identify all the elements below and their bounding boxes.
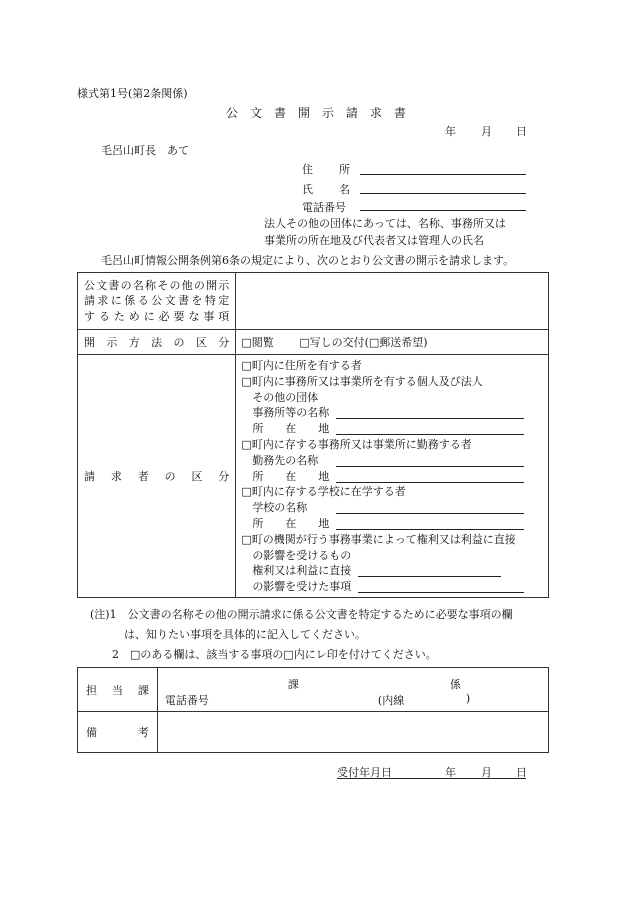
label-char: 分 xyxy=(218,470,230,483)
remarks-label-cell xyxy=(78,712,158,753)
label-char: 当 xyxy=(111,683,123,697)
extension-close: ) xyxy=(465,692,471,705)
office-cell[interactable] xyxy=(157,668,548,712)
school-address-label: 所 在 地 xyxy=(252,516,330,530)
school-name-label: 学校の名称 xyxy=(252,501,308,515)
office-address-label: 所 在 地 xyxy=(252,422,330,436)
document-spec-label: するために必要な事項 xyxy=(84,309,230,323)
affected-matter-row2 xyxy=(241,579,548,595)
label-char: 課 xyxy=(137,683,149,697)
disclosure-method-label xyxy=(78,334,235,350)
label-char: の xyxy=(173,336,185,349)
workplace-address-label: 所 在 地 xyxy=(252,469,330,483)
office-label xyxy=(78,682,157,698)
intro-text: 毛呂山町情報公開条例第6条の規定により、次のとおり公文書の開示を請求します。 xyxy=(101,254,515,267)
office-label-cell xyxy=(78,668,158,712)
employee-checkbox[interactable]: □町内に存する事務所又は事業所に勤務する者 xyxy=(241,437,472,451)
document-spec-label: 公文書の名称その他の開示 xyxy=(84,278,230,292)
label-char: 方 xyxy=(128,336,140,349)
title-char: 開 xyxy=(297,106,310,120)
note-2: 2 □のある欄は、該当する事項の□内にレ印を付けてください。 xyxy=(112,648,437,661)
affected-matter-row1 xyxy=(241,563,548,579)
school-address-row xyxy=(241,516,548,532)
addressee: 毛呂山町長 あて xyxy=(101,144,189,157)
requester-type-label xyxy=(78,468,235,484)
corporate-note-line1: 法人その他の団体にあっては、名称、事務所又は xyxy=(264,217,506,230)
title-char: 示 xyxy=(321,106,334,120)
office-name-field[interactable] xyxy=(336,418,524,419)
label-char: 開 xyxy=(84,336,95,349)
kakari-label: 係 xyxy=(449,678,461,691)
affected-matter-label: の影響を受けた事項 xyxy=(252,580,352,594)
title-char: 請 xyxy=(345,106,358,120)
workplace-name-field[interactable] xyxy=(336,466,524,467)
document-spec-label: 請求に係る公文書を特定 xyxy=(84,294,230,308)
title-char: 書 xyxy=(273,106,286,120)
resident-checkbox[interactable]: □町内に住所を有する者 xyxy=(241,359,362,372)
date-year: 年 xyxy=(445,125,456,138)
requester-type-options xyxy=(236,355,549,598)
workplace-address-field[interactable] xyxy=(336,482,524,483)
school-name-row xyxy=(241,500,548,516)
affected-matter-field1[interactable] xyxy=(358,576,501,577)
corporate-note-line2: 事業所の所在地及び代表者又は管理人の氏名 xyxy=(264,234,484,247)
title-char: 書 xyxy=(393,106,406,120)
label-char: の xyxy=(164,470,176,483)
ka-label: 課 xyxy=(287,678,299,691)
request-table xyxy=(77,272,549,598)
label-char: 求 xyxy=(110,470,122,483)
label-char: 示 xyxy=(106,336,118,349)
label-char: 考 xyxy=(137,726,149,739)
workplace-address-row xyxy=(241,469,548,485)
address-field[interactable] xyxy=(360,174,526,175)
workplace-name-label: 勤務先の名称 xyxy=(252,453,319,467)
name-label xyxy=(302,181,350,197)
received-label: 受付年月日 xyxy=(337,766,392,779)
received-day: 日 xyxy=(516,766,527,779)
document-spec-label-cell xyxy=(78,273,236,330)
label-char: 法 xyxy=(151,336,163,349)
title-char: 公 xyxy=(226,106,239,120)
copy-checkbox[interactable]: □写しの交付(□郵送希望) xyxy=(299,336,428,349)
label-char: 氏 xyxy=(302,183,313,196)
business-checkbox[interactable]: □町内に事務所又は事業所を有する個人及び法人 xyxy=(241,374,483,388)
school-address-field[interactable] xyxy=(336,529,524,530)
office-name-row xyxy=(241,405,548,421)
label-char: 分 xyxy=(218,336,230,349)
title-char: 求 xyxy=(369,106,382,120)
phone-label: 電話番号 xyxy=(302,201,346,214)
page-title xyxy=(226,104,406,121)
date-day: 日 xyxy=(516,125,527,138)
remarks-label xyxy=(78,724,157,740)
received-date-field[interactable] xyxy=(337,778,526,779)
form-number: 様式第1号(第2条関係) xyxy=(77,87,188,100)
view-checkbox[interactable]: □閲覧 xyxy=(241,336,274,349)
address-label xyxy=(302,161,350,177)
title-char: 文 xyxy=(249,106,262,120)
label-char: 住 xyxy=(302,163,313,176)
affected-party-text: の影響を受けるもの xyxy=(252,548,352,562)
received-month: 月 xyxy=(481,766,492,779)
student-checkbox[interactable]: □町内に存する学校に在学する者 xyxy=(241,485,406,499)
note-1a: (注)1 公文書の名称その他の開示請求に係る公文書を特定するために必要な事項の欄 xyxy=(90,608,513,621)
label-char: 区 xyxy=(191,470,203,483)
office-address-field[interactable] xyxy=(336,434,524,435)
label-char: 所 xyxy=(339,163,350,176)
office-table xyxy=(77,667,549,753)
document-spec-field[interactable] xyxy=(236,273,549,330)
school-name-field[interactable] xyxy=(336,513,524,514)
workplace-name-row xyxy=(241,453,548,469)
affected-matter-field2[interactable] xyxy=(358,592,524,593)
received-year: 年 xyxy=(445,766,456,779)
note-1b: は、知りたい事項を具体的に記入してください。 xyxy=(124,628,366,641)
date-month: 月 xyxy=(481,125,492,138)
other-org-text: その他の団体 xyxy=(252,390,319,404)
label-char: 請 xyxy=(84,470,95,483)
affected-party-checkbox[interactable]: □町の機関が行う事務事業によって権利又は利益に直接 xyxy=(241,532,516,546)
disclosure-method-label-cell xyxy=(78,330,236,355)
label-char: 者 xyxy=(137,470,149,483)
remarks-field[interactable] xyxy=(157,712,548,753)
office-phone-label: 電話番号 xyxy=(164,694,209,707)
requester-type-label-cell xyxy=(78,355,236,598)
extension-label: (内線 xyxy=(377,694,405,707)
disclosure-method-options xyxy=(236,330,549,355)
label-char: 備 xyxy=(86,726,97,739)
label-char: 区 xyxy=(195,336,207,349)
office-address-row xyxy=(241,421,548,437)
label-char: 名 xyxy=(339,183,350,196)
affected-matter-label: 権利又は利益に直接 xyxy=(252,564,352,578)
phone-field[interactable] xyxy=(360,210,526,211)
office-name-label: 事務所等の名称 xyxy=(252,406,330,420)
label-char: 担 xyxy=(86,683,97,697)
name-field[interactable] xyxy=(360,193,526,194)
